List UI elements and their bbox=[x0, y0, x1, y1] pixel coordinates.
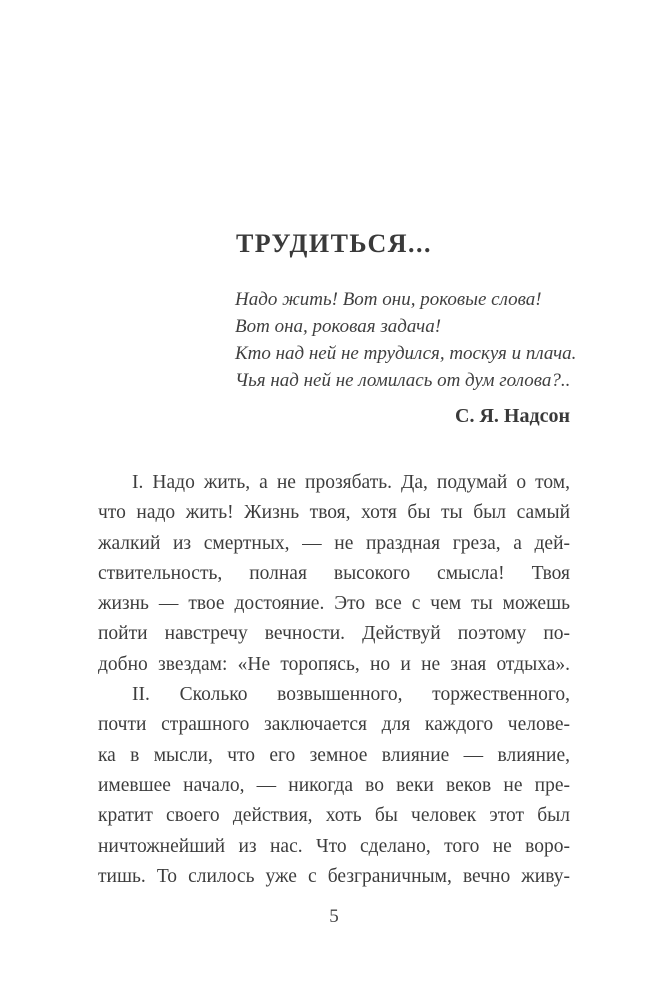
chapter-title: ТРУДИТЬСЯ... bbox=[235, 229, 433, 258]
epigraph-line: Вот она, роковая задача! bbox=[235, 316, 442, 337]
body-text-line: добно звездам: «Не торопясь, но и не зная отдыха». bbox=[98, 653, 570, 675]
body-text-line: ничтожнейший из нас. Что сделано, того не воро- bbox=[98, 835, 570, 857]
body-text-line: тишь. То слилось уже с безграничным, вечно живу- bbox=[98, 865, 570, 887]
epigraph-line: Чья над ней не ломилась от дум голова?.. bbox=[235, 370, 571, 391]
body-text-line: что надо жить! Жизнь твоя, хотя бы ты был самый bbox=[98, 502, 570, 524]
body-text-line: жизнь — твое достояние. Это все с чем ты можешь bbox=[98, 593, 570, 615]
page-number: 5 bbox=[329, 906, 339, 928]
body-text-line: II. Сколько возвышенного, торжественного, bbox=[132, 684, 570, 706]
body-text-line: жалкий из смертных, — не праздная греза, а дей- bbox=[98, 532, 570, 554]
body-text-line: ка в мысли, что его земное влияние — влияние, bbox=[98, 744, 570, 766]
paragraph bbox=[98, 680, 570, 892]
body-text-line: ствительность, полная высокого смысла! Твоя bbox=[98, 562, 570, 584]
paragraph bbox=[98, 468, 570, 680]
body-text-line: I. Надо жить, а не прозябать. Да, подумай о том, bbox=[132, 472, 570, 493]
epigraph-line: Надо жить! Вот они, роковые слова! bbox=[235, 289, 542, 310]
body-text-line: имевшее начало, — никогда во веки веков не пре- bbox=[98, 774, 570, 796]
epigraph-attribution: С. Я. Надсон bbox=[455, 405, 570, 427]
body-text-line: почти страшного заключается для каждого челове- bbox=[98, 714, 570, 736]
body-text bbox=[98, 468, 570, 892]
epigraph-line: Кто над ней не трудился, тоскуя и плача. bbox=[235, 343, 577, 364]
body-text-line: кратит своего действия, хоть бы человек этот был bbox=[98, 805, 570, 827]
epigraph bbox=[98, 286, 577, 394]
body-text-line: пойти навстречу вечности. Действуй поэтому по- bbox=[98, 623, 570, 645]
